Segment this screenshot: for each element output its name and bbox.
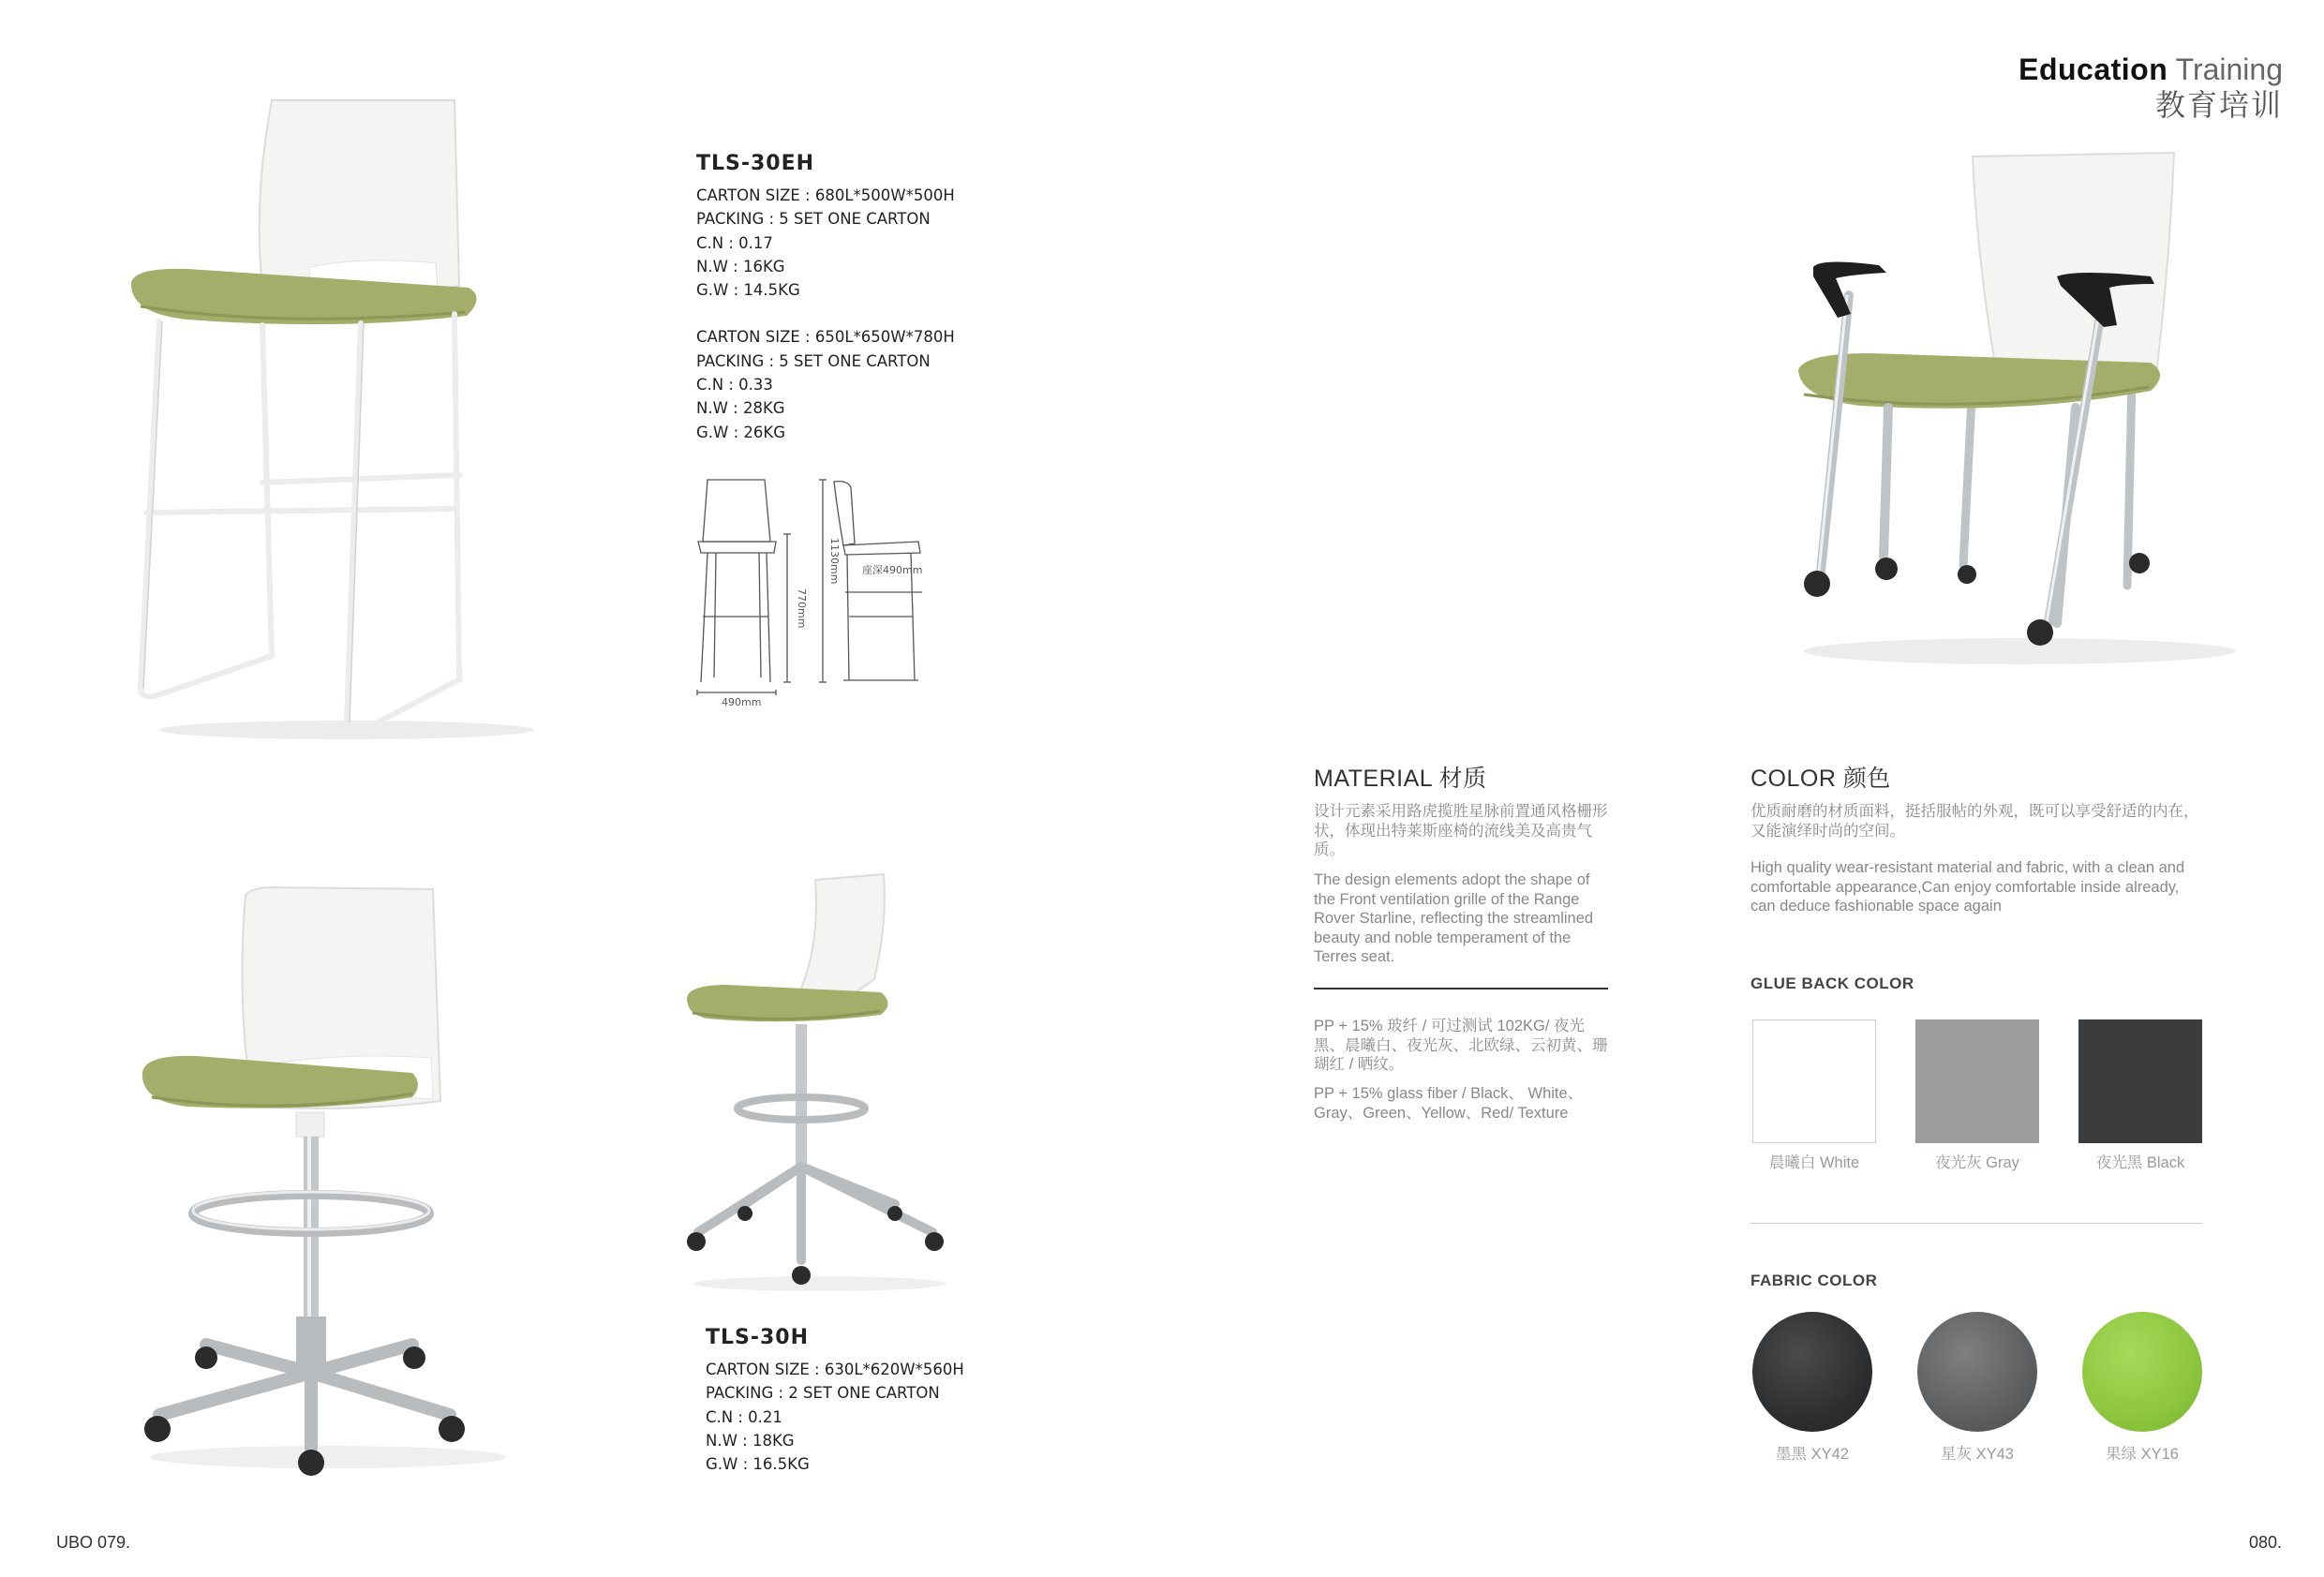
spec-line: C.N : 0.17 (696, 233, 773, 252)
color-title: COLOR 颜色 (1750, 766, 1891, 792)
spec-line: G.W : 26KG (696, 423, 785, 441)
dim-total-height-label: 1130mm (828, 538, 841, 585)
glue-label-black: 夜光黑 Black (2095, 1154, 2185, 1171)
glue-swatch-white[interactable] (1752, 1019, 1876, 1143)
page-number-right: 080. (2249, 1533, 2283, 1552)
dim-seat-depth-label: 座深490mm (862, 564, 923, 576)
dim-seat-height-label: 770mm (796, 588, 808, 629)
model-name: TLS-30H (706, 1326, 810, 1349)
spec-block-tls30h (706, 1324, 964, 1476)
spec-line: CARTON SIZE : 630L*620W*560H (706, 1361, 964, 1378)
glue-label-gray: 夜光灰 Gray (1935, 1154, 2019, 1171)
color-desc-cn: 优质耐磨的材质面料，挺括服帖的外观，既可以享受舒适的内在，又能演绎时尚的空间。 (1750, 803, 2199, 840)
spec-block-tls30eh (696, 150, 955, 444)
fabric-label-black: 墨黑 XY42 (1776, 1446, 1849, 1463)
stool-tls30h-side-image (679, 867, 951, 1293)
material-spec-en: PP + 15% glass fiber / Black、 White、Gray、Green、Yellow、Red/ Texture (1314, 1085, 1584, 1122)
color-divider (1750, 1223, 2202, 1224)
fabric-label-gray: 星灰 XY43 (1941, 1446, 2014, 1463)
fabric-swatch-green[interactable] (2082, 1312, 2202, 1432)
glue-label-white: 晨曦白 White (1768, 1154, 1860, 1171)
spec-line: N.W : 18KG (706, 1431, 795, 1450)
color-desc-en: High quality wear-resistant material and fabric, with a clean and comfortable appearance,Can enjoy comfortable inside already, can deduce fashionable space again (1750, 859, 2185, 915)
material-spec-cn: PP + 15% 玻纤 / 可过测试 102KG/ 夜光黑、晨曦白、夜光灰、北欧绿、云初黄、珊瑚红 / 晒纹。 (1314, 1018, 1608, 1073)
spec-line: PACKING : 2 SET ONE CARTON (706, 1384, 940, 1403)
fabric-label-green: 果绿 XY16 (2106, 1446, 2179, 1463)
material-divider (1314, 988, 1608, 989)
spec-line: CARTON SIZE : 650L*650W*780H (696, 328, 955, 347)
dimension-drawing (693, 476, 946, 710)
spec-line: N.W : 28KG (696, 399, 785, 418)
spec-line: G.W : 16.5KG (706, 1455, 810, 1474)
material-desc-cn: 设计元素采用路虎揽胜星脉前置通风格栅形状，体现出特莱斯座椅的流线美及高贵气质。 (1314, 803, 1608, 858)
training-chair-image (1776, 145, 2263, 689)
spec-line: C.N : 0.21 (706, 1407, 782, 1426)
glue-back-title: GLUE BACK COLOR (1750, 974, 1914, 992)
glue-swatch-gray[interactable] (1915, 1019, 2039, 1143)
page-heading (2019, 49, 2283, 90)
spec-line: PACKING : 5 SET ONE CARTON (696, 210, 931, 229)
spec-line: CARTON SIZE : 680L*500W*500H (696, 186, 955, 204)
spec-line: C.N : 0.33 (696, 376, 773, 394)
heading-cn: 教育培训 (2154, 88, 2283, 122)
page-number-left: UBO 079. (56, 1533, 131, 1552)
glue-swatch-black[interactable] (2078, 1019, 2202, 1143)
heading-light: Training (2175, 52, 2283, 86)
model-name: TLS-30EH (696, 152, 815, 175)
stool-tls30eh-image (112, 89, 553, 745)
material-desc-en: The design elements adopt the shape of the Front ventilation grille of the Range Rover Starline, reflecting the streamlined beauty and noble temperament of the Terres seat. (1314, 871, 1594, 965)
spec-line: N.W : 16KG (696, 257, 785, 275)
heading-bold: Education (2019, 52, 2168, 86)
material-title: MATERIAL 材质 (1314, 766, 1487, 792)
spec-line: G.W : 14.5KG (696, 281, 800, 300)
spec-line: PACKING : 5 SET ONE CARTON (696, 351, 931, 370)
fabric-title: FABRIC COLOR (1750, 1272, 1878, 1289)
dim-width-label: 490mm (722, 696, 762, 708)
stool-tls30h-front-image (131, 876, 525, 1485)
fabric-swatch-black[interactable] (1752, 1312, 1872, 1432)
fabric-swatch-gray[interactable] (1917, 1312, 2037, 1432)
